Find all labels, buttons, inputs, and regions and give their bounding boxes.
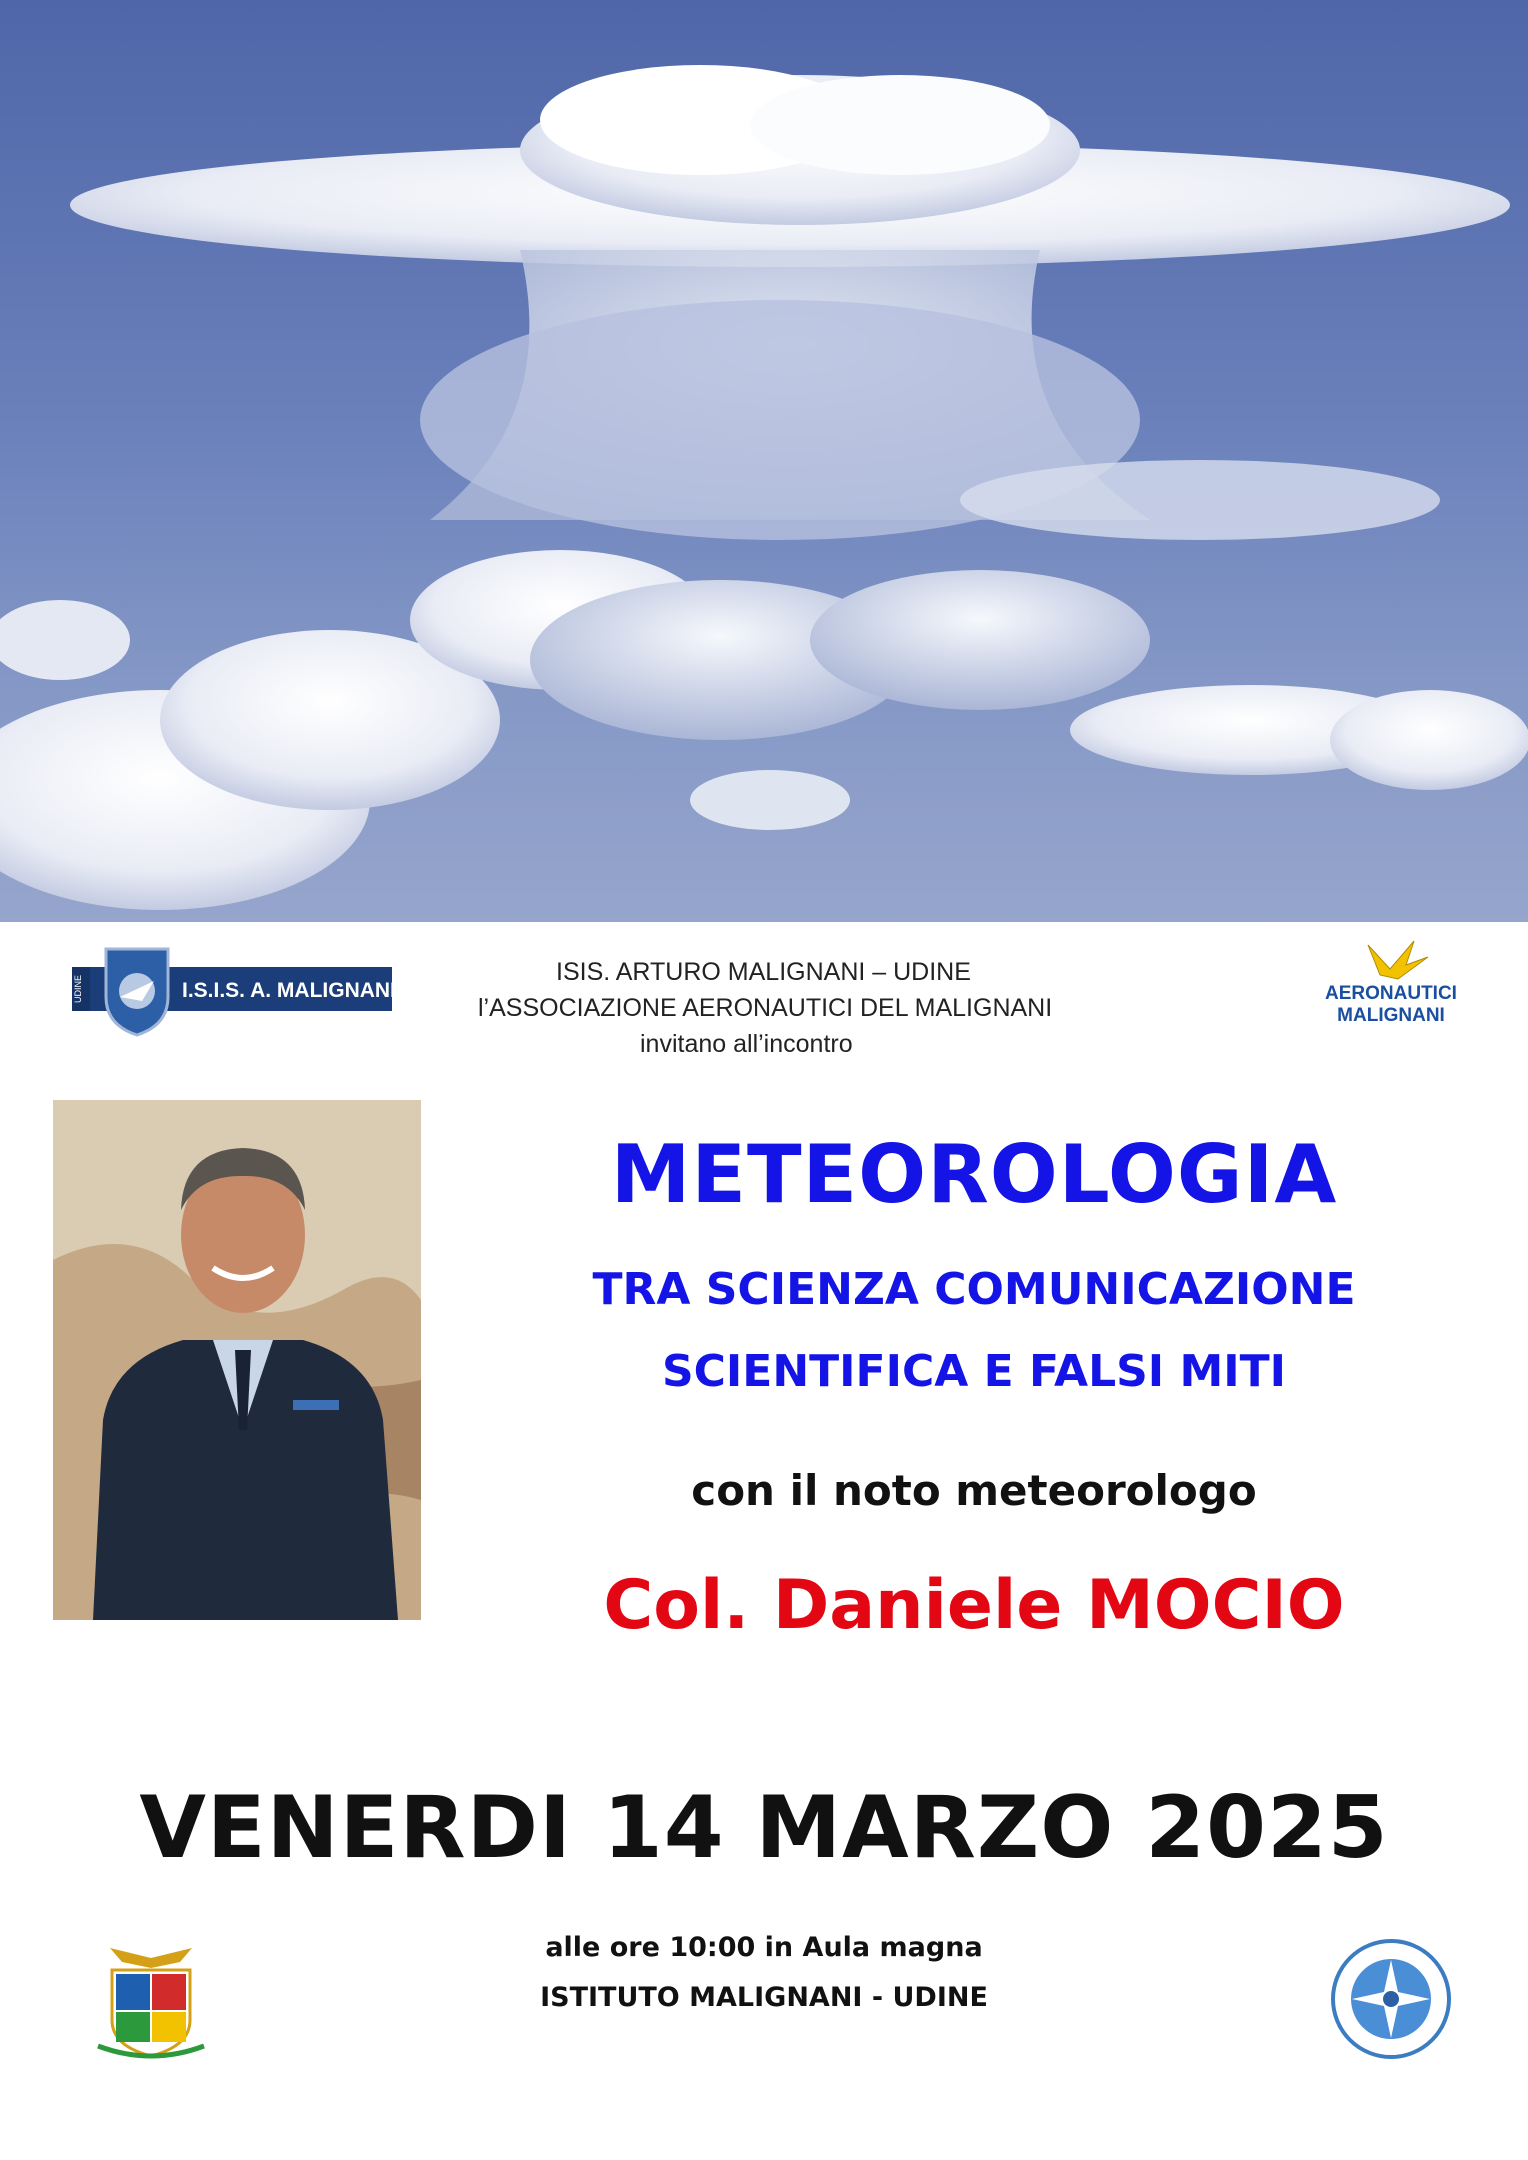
speaker-portrait [53, 1100, 421, 1620]
cloud-photo [0, 0, 1528, 922]
header-line1: ISIS. ARTURO MALIGNANI – UDINE [556, 958, 971, 986]
event-subtitle-line2: SCIENTIFICA E FALSI MITI [661, 1346, 1287, 1397]
event-date: VENERDI 14 MARZO 2025 [139, 1778, 1389, 1878]
header-line3: invitano all’incontro [640, 1030, 853, 1058]
with-speaker-text: con il noto meteorologo [691, 1466, 1257, 1515]
aeronautici-malignani-logo [1318, 935, 1464, 1027]
event-venue: ISTITUTO MALIGNANI - UDINE [540, 1982, 988, 2013]
logo-left-name: I.S.I.S. A. MALIGNANI [182, 979, 392, 1002]
logo-right-line2: MALIGNANI [1337, 1005, 1445, 1026]
meteorological-service-seal-icon [1330, 1938, 1452, 2060]
header-line2: l’ASSOCIAZIONE AERONAUTICI DEL MALIGNANI [478, 994, 1053, 1022]
air-force-coat-of-arms-icon [90, 1934, 212, 2060]
speaker-name: Col. Daniele MOCIO [603, 1566, 1345, 1645]
logo-side-text: UDINE [73, 974, 83, 1004]
logo-right-line1: AERONAUTICI [1325, 983, 1457, 1004]
isis-malignani-logo [72, 941, 392, 1037]
eagle-icon [1368, 941, 1428, 979]
event-title: METEOROLOGIA [610, 1128, 1338, 1221]
event-subtitle-line1: TRA SCIENZA COMUNICAZIONE [592, 1264, 1356, 1315]
event-time-place: alle ore 10:00 in Aula magna [545, 1932, 983, 1963]
